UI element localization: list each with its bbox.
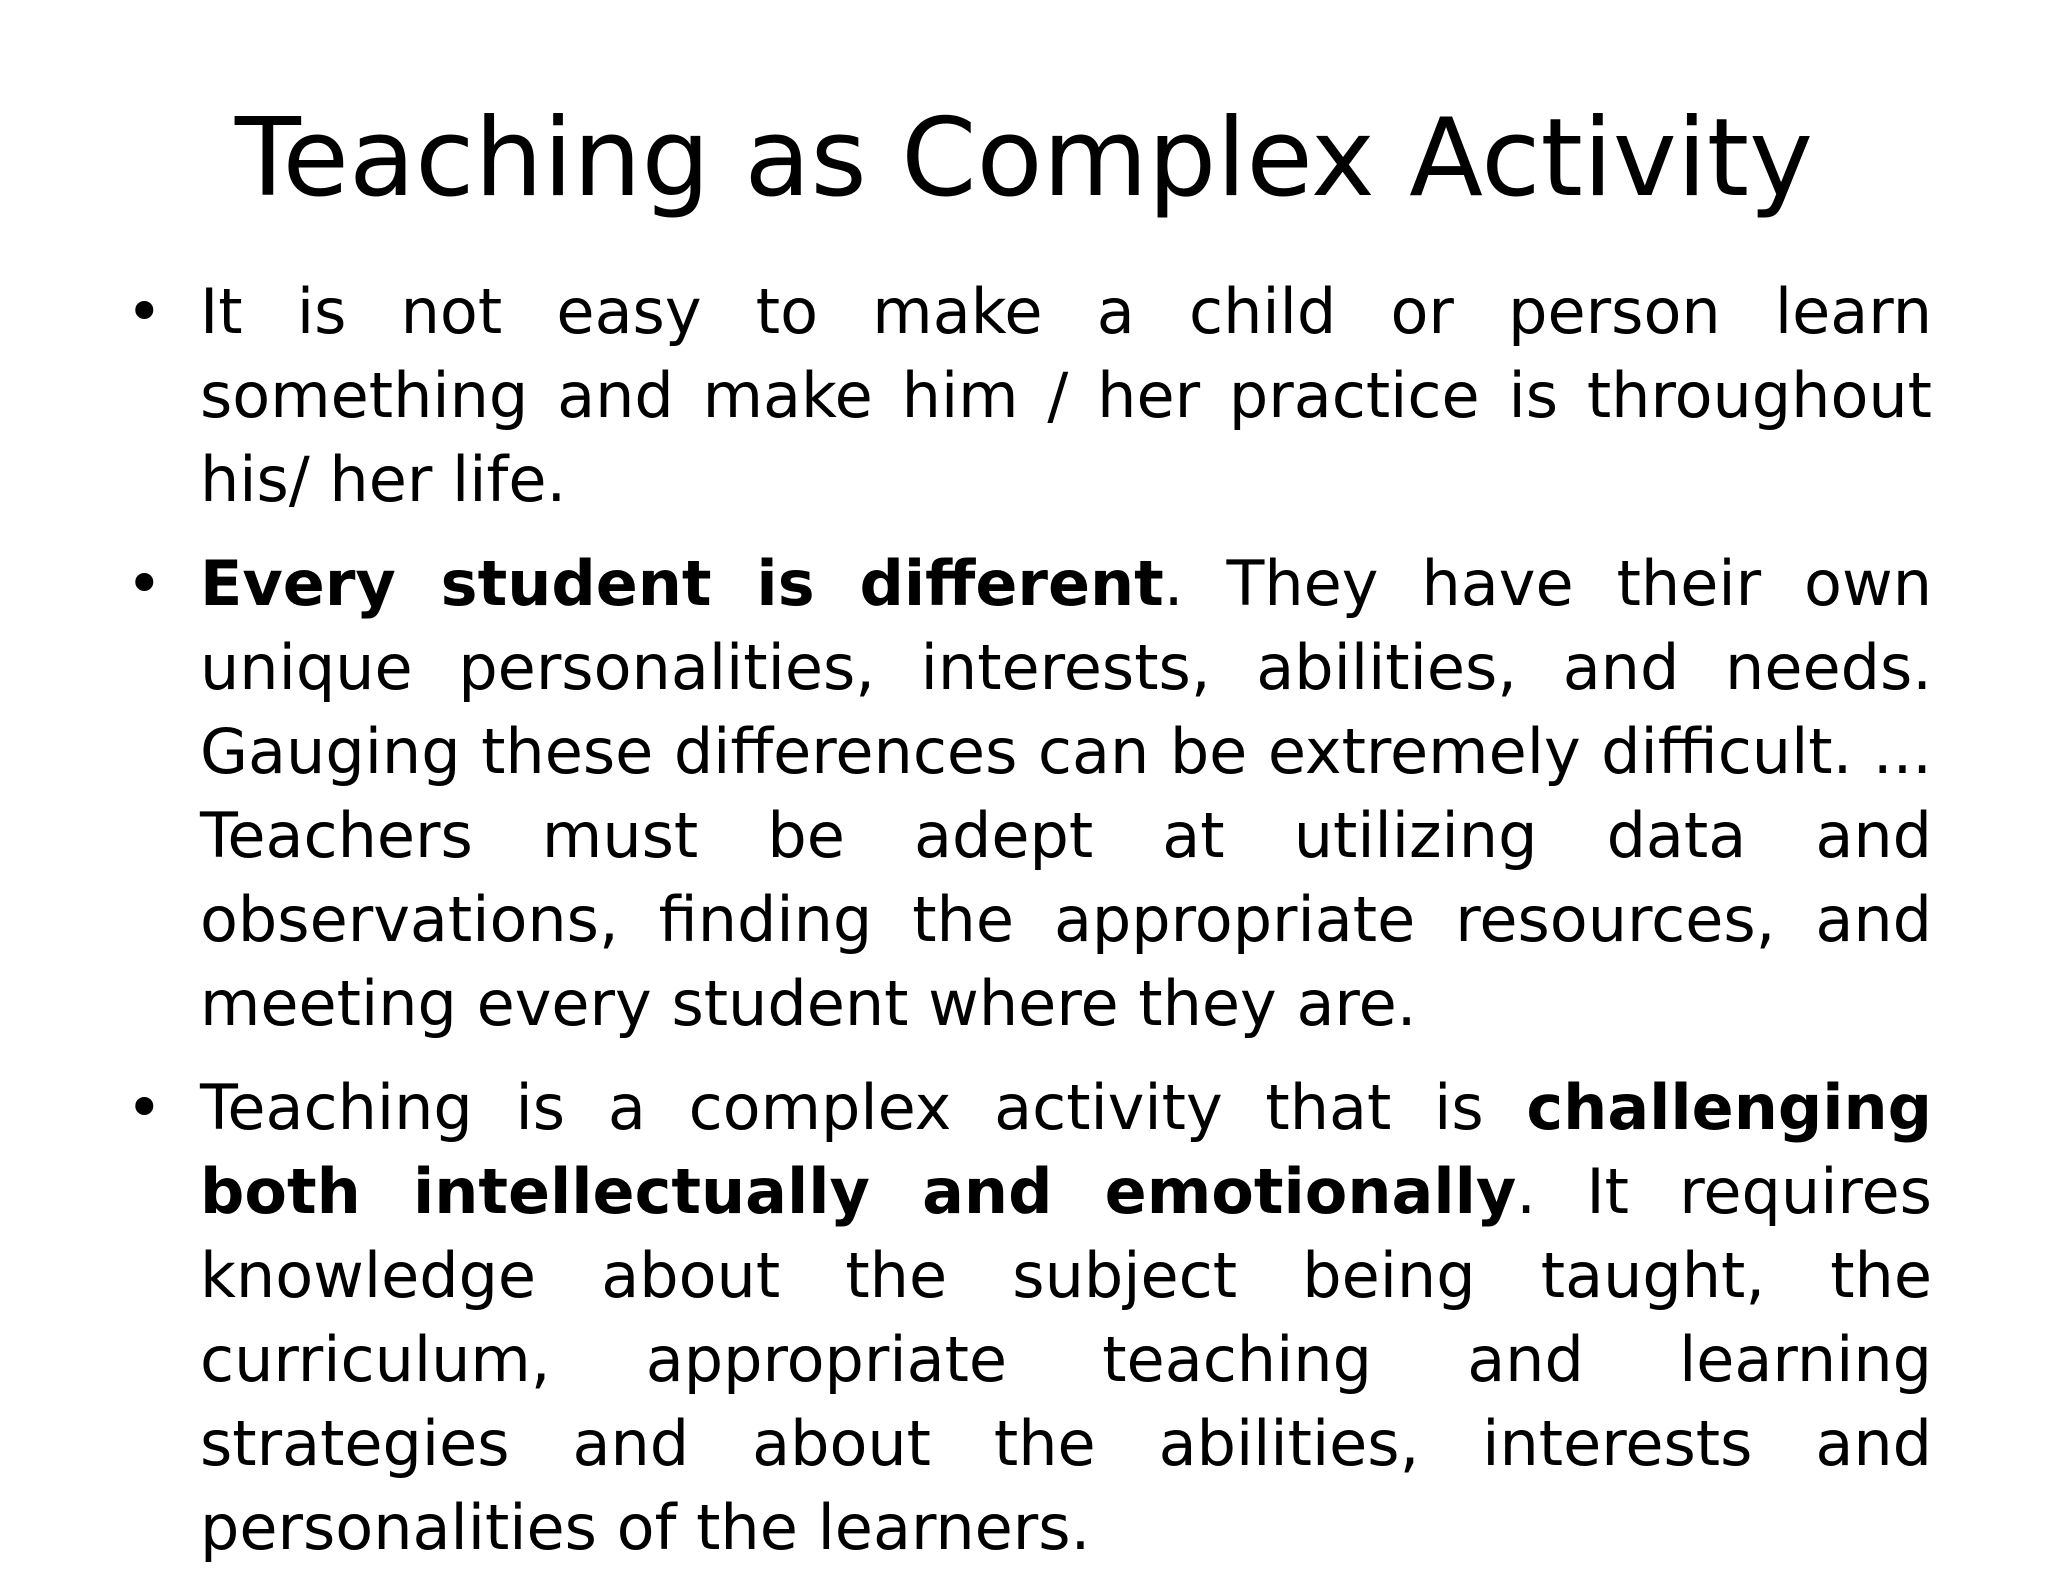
bullet-marker: • [126,275,163,348]
bullet-item [126,270,1932,522]
bullet-bold-text: challenging both intellectually and emotionally [200,1071,1932,1228]
bullet-item [126,1066,1932,1570]
bullet-text: . It requires knowledge about the subject being taught, the curriculum, appropriate teaching and learning strategies and about the abilities, interests and personalities of the learners. [200,1155,1932,1564]
bullet-marker: • [126,547,163,620]
bullet-bold-text: Every student is different [200,547,1164,620]
bullet-marker: • [126,1071,163,1144]
bullet-list [126,270,1932,1590]
slide-title: Teaching as Complex Activity [234,96,1814,221]
bullet-text: Teaching is a complex activity that is [200,1071,1527,1144]
bullet-text: . They have their own unique personalities, interests, abilities, and needs. Gauging these differences can be extremely difficult. ... Teachers must be adept at utilizing data and observations, finding the appropriate resources, and meeting every student where they are. [200,547,1932,1040]
bullet-text: It is not easy to make a child or person learn something and make him / her practice is throughout his/ her life. [200,275,1932,516]
bullet-item [126,542,1932,1046]
